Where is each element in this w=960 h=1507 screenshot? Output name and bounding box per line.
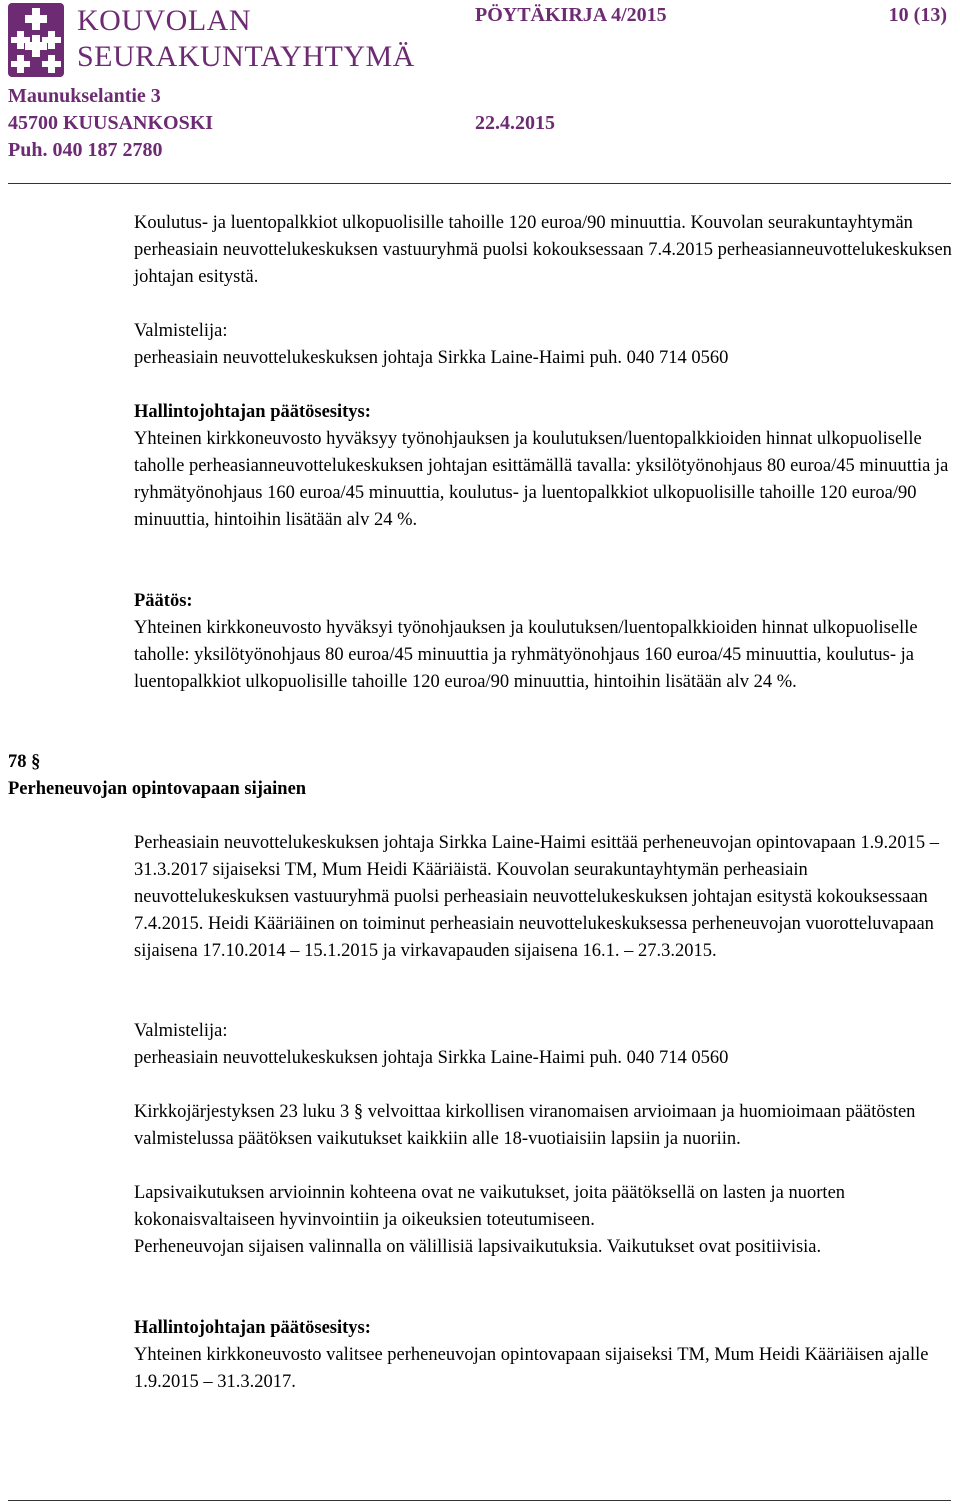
section78-substitute-impact-paragraph: Perheneuvojan sijaisen valinnalla on välillisiä lapsivaikutuksia. Vaikutukset ovat positiivisia. [134, 1237, 822, 1257]
section78-child-impact-paragraph: Lapsivaikutuksen arvioinnin kohteena ovat ne vaikutukset, joita päätöksellä on lasten ja nuorten kokonaisvaltaiseen hyvinvointiin ja oikeuksien toteutumiseen. [134, 1183, 846, 1230]
organization-name-line1: KOUVOLAN [77, 4, 251, 37]
section78-proposal-text: Yhteinen kirkkoneuvosto valitsee perheneuvojan opintovapaan sijaiseksi TM, Mum Heidi Kääriäisen ajalle 1.9.2015 – 31.3.2017. [134, 1345, 929, 1392]
page-number: 10 (13) [888, 4, 947, 26]
meeting-date: 22.4.2015 [475, 112, 555, 134]
section77-decision-label: Päätös: [134, 591, 193, 611]
section78-number: 78 § [8, 752, 41, 772]
footer-divider [8, 1500, 951, 1501]
section77-preparer-text: perheasiain neuvottelukeskuksen johtaja Sirkka Laine-Haimi puh. 040 714 0560 [134, 348, 729, 368]
document-header [0, 0, 960, 180]
section78-church-law-paragraph: Kirkkojärjestyksen 23 luku 3 § velvoittaa kirkollisen viranomaisen arvioimaan ja huomioimaan päätösten valmistelussa päätöksen vaikutukset kaikkiin alle 18-vuotiaisiin lapsiin ja nuoriin. [134, 1102, 916, 1149]
section78-proposal-label: Hallintojohtajan päätösesitys: [134, 1318, 371, 1338]
phone-number: Puh. 040 187 2780 [8, 139, 163, 161]
section77-proposal-label: Hallintojohtajan päätösesitys: [134, 402, 371, 422]
section77-proposal-text: Yhteinen kirkkoneuvosto hyväksyy työnohjauksen ja koulutuksen/luentopalkkioiden hinnat ulkopuoliselle taholle perheasianneuvottelukeskuksen johtajan esittämällä tavalla: yksilötyönohjaus 80 euroa/45 minuuttia ja ryhmätyönohjaus 160 euroa/45 minuuttia, koulutus- ja luentopalkkiot ulkopuolisille tahoille 120 euroa/90 minuuttia, hintoihin lisätään alv 24 %. [134, 429, 949, 530]
header-divider [8, 183, 951, 184]
church-crosses-logo-icon [8, 3, 64, 77]
section77-intro-paragraph: Koulutus- ja luentopalkkiot ulkopuolisille tahoille 120 euroa/90 minuuttia. Kouvolan seurakuntayhtymän perheasiain neuvottelukeskuksen vastuuryhmä puolsi kokouksessaan 7.4.2015 perheasianneuvottelukeskuksen johtajan esitystä. [134, 213, 952, 287]
section77-preparer-label: Valmistelija: [134, 321, 228, 341]
section78-preparer-text: perheasiain neuvottelukeskuksen johtaja Sirkka Laine-Haimi puh. 040 714 0560 [134, 1048, 729, 1068]
address-street: Maunukselantie 3 [8, 85, 161, 107]
document-title: PÖYTÄKIRJA 4/2015 [475, 4, 667, 26]
section78-intro-paragraph: Perheasiain neuvottelukeskuksen johtaja Sirkka Laine-Haimi esittää perheneuvojan opintovapaan 1.9.2015 – 31.3.2017 sijaiseksi TM, Mum Heidi Kääriäistä. Kouvolan seurakuntayhtymän perheasiain neuvottelukeskuksen vastuuryhmä puolsi perheasiain neuvottelukeskuksen johtajan esitystä kokouksessaan 7.4.2015. Heidi Kääriäinen on toiminut perheasiain neuvottelukeskuksessa perheneuvojan vuorotteluvapaan sijaisena 17.10.2014 – 15.1.2015 ja virkavapauden sijaisena 16.1. – 27.3.2015. [134, 833, 940, 961]
organization-name-line2: SEURAKUNTAYHTYMÄ [77, 40, 415, 73]
address-city: 45700 KUUSANKOSKI [8, 112, 214, 134]
section77-decision-text: Yhteinen kirkkoneuvosto hyväksyi työnohjauksen ja koulutuksen/luentopalkkioiden hinnat ulkopuoliselle taholle: yksilötyönohjaus 80 euroa/45 minuuttia ja ryhmätyönohjaus 160 euroa/45 minuuttia, koulutus- ja luentopalkkiot ulkopuolisille tahoille 120 euroa/90 minuuttia, hintoihin lisätään alv 24 %. [134, 618, 918, 692]
section78-title: Perheneuvojan opintovapaan sijainen [8, 779, 307, 799]
section78-preparer-label: Valmistelija: [134, 1021, 228, 1041]
